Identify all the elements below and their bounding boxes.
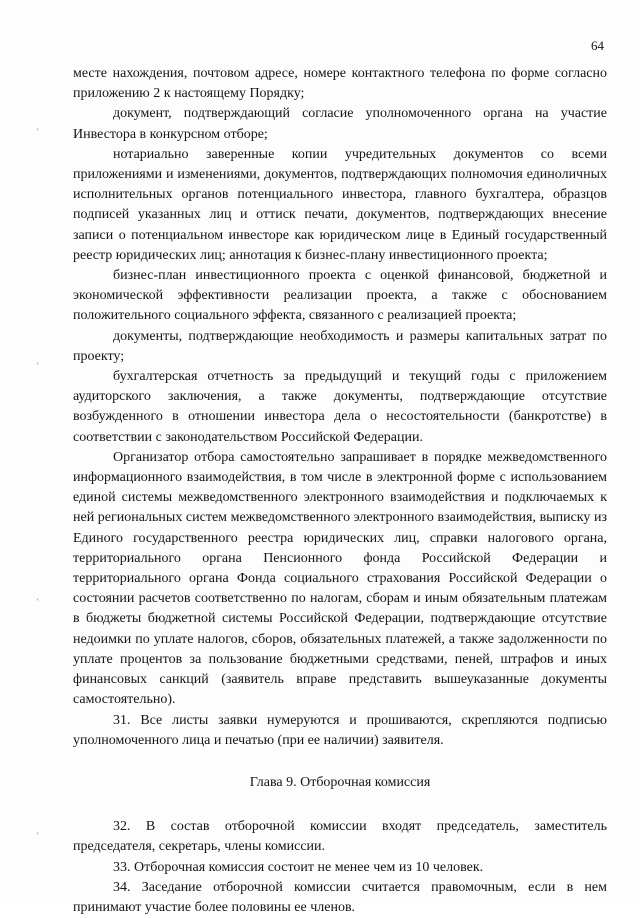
paragraph-capital-costs: документы, подтверждающие необходимость и размеры капитальных затрат по проекту; — [73, 328, 607, 364]
section-after-heading — [73, 817, 607, 918]
paragraph-business-plan: бизнес-план инвестиционного проекта с оценкой финансовой, бюджетной и экономической эффективности реализации проекта, а также с обоснованием положительного социального эффекта, связанного с реализацией проекта; — [73, 268, 607, 324]
paragraph-notarized-copies: нотариально заверенные копии учредительных документов со всеми приложениями и изменениями, документов, подтверждающих полномочия единоличных исполнительных органов потенциального инвестора, главного бухгалтера, образцов подписей указанных лиц и оттиск печати, документов, подтверждающих внесение записи о потенциальном инвесторе как юридическом лице в Единый государственный реестр юридических лиц; аннотация к бизнес-плану инвестиционного проекта; — [73, 146, 607, 263]
paragraph-item-33: 33. Отборочная комиссия состоит не менее чем из 10 человек. — [113, 859, 484, 875]
paragraph-item-31: 31. Все листы заявки нумеруются и прошиваются, скрепляются подписью уполномоченного лица и печатью (при ее наличии) заявителя. — [73, 712, 607, 748]
paragraph-item-34: 34. Заседание отборочной комиссии считается правомочным, если в нем принимают участие более половины ее членов. — [73, 879, 607, 915]
paragraph-contact-info: месте нахождения, почтовом адресе, номере контактного телефона по форме согласно приложению 2 к настоящему Порядку; — [73, 66, 607, 102]
scan-mark: ʿ — [36, 362, 40, 373]
scan-mark: ʿ — [36, 128, 40, 139]
scan-mark: ʿ — [36, 598, 40, 609]
section-before-heading — [73, 64, 607, 751]
paragraph-item-32: 32. В состав отборочной комиссии входят председатель, заместитель председателя, секретарь, члены комиссии. — [73, 819, 607, 855]
paragraph-consent-document: документ, подтверждающий согласие уполномоченного органа на участие Инвестора в конкурсном отборе; — [73, 106, 607, 142]
paragraph-interagency-request: Организатор отбора самостоятельно запрашивает в порядке межведомственного информационного взаимодействия, в том числе в электронной форме с использованием единой системы межведомственного электронного взаимодействия и подключаемых к ней региональных систем межведомственного электронного взаимодействия, выписку из Единого государственного реестра юридических лиц, справки налогового органа, территориального органа Пенсионного фонда Российской Федерации и территориального органа Фонда социального страхования Российской Федерации о состоянии расчетов соответственно по налогам, сборам и иным обязательным платежам в бюджеты бюджетной системы Российской Федерации, подтверждающие отсутствие недоимки по уплате налогов, сборов, обязательных платежей, а также задолженности по уплате процентов за пользование бюджетными средствами, пеней, штрафов и иных финансовых санкций (заявитель вправе представить вышеуказанные документы самостоятельно). — [73, 449, 607, 708]
scan-mark: ʿ — [36, 832, 40, 843]
paragraph-accounting-reports: бухгалтерская отчетность за предыдущий и текущий годы с приложением аудиторского заключения, а также документы, подтверждающие отсутствие возбужденного в отношении инвестора дела о несостоятельности (банкротстве) в соответствии с законодательством Российской Федерации. — [73, 369, 607, 445]
document-body — [73, 64, 607, 918]
chapter-heading: Глава 9. Отборочная комиссия — [249, 774, 431, 790]
page-number: 64 — [591, 38, 604, 53]
